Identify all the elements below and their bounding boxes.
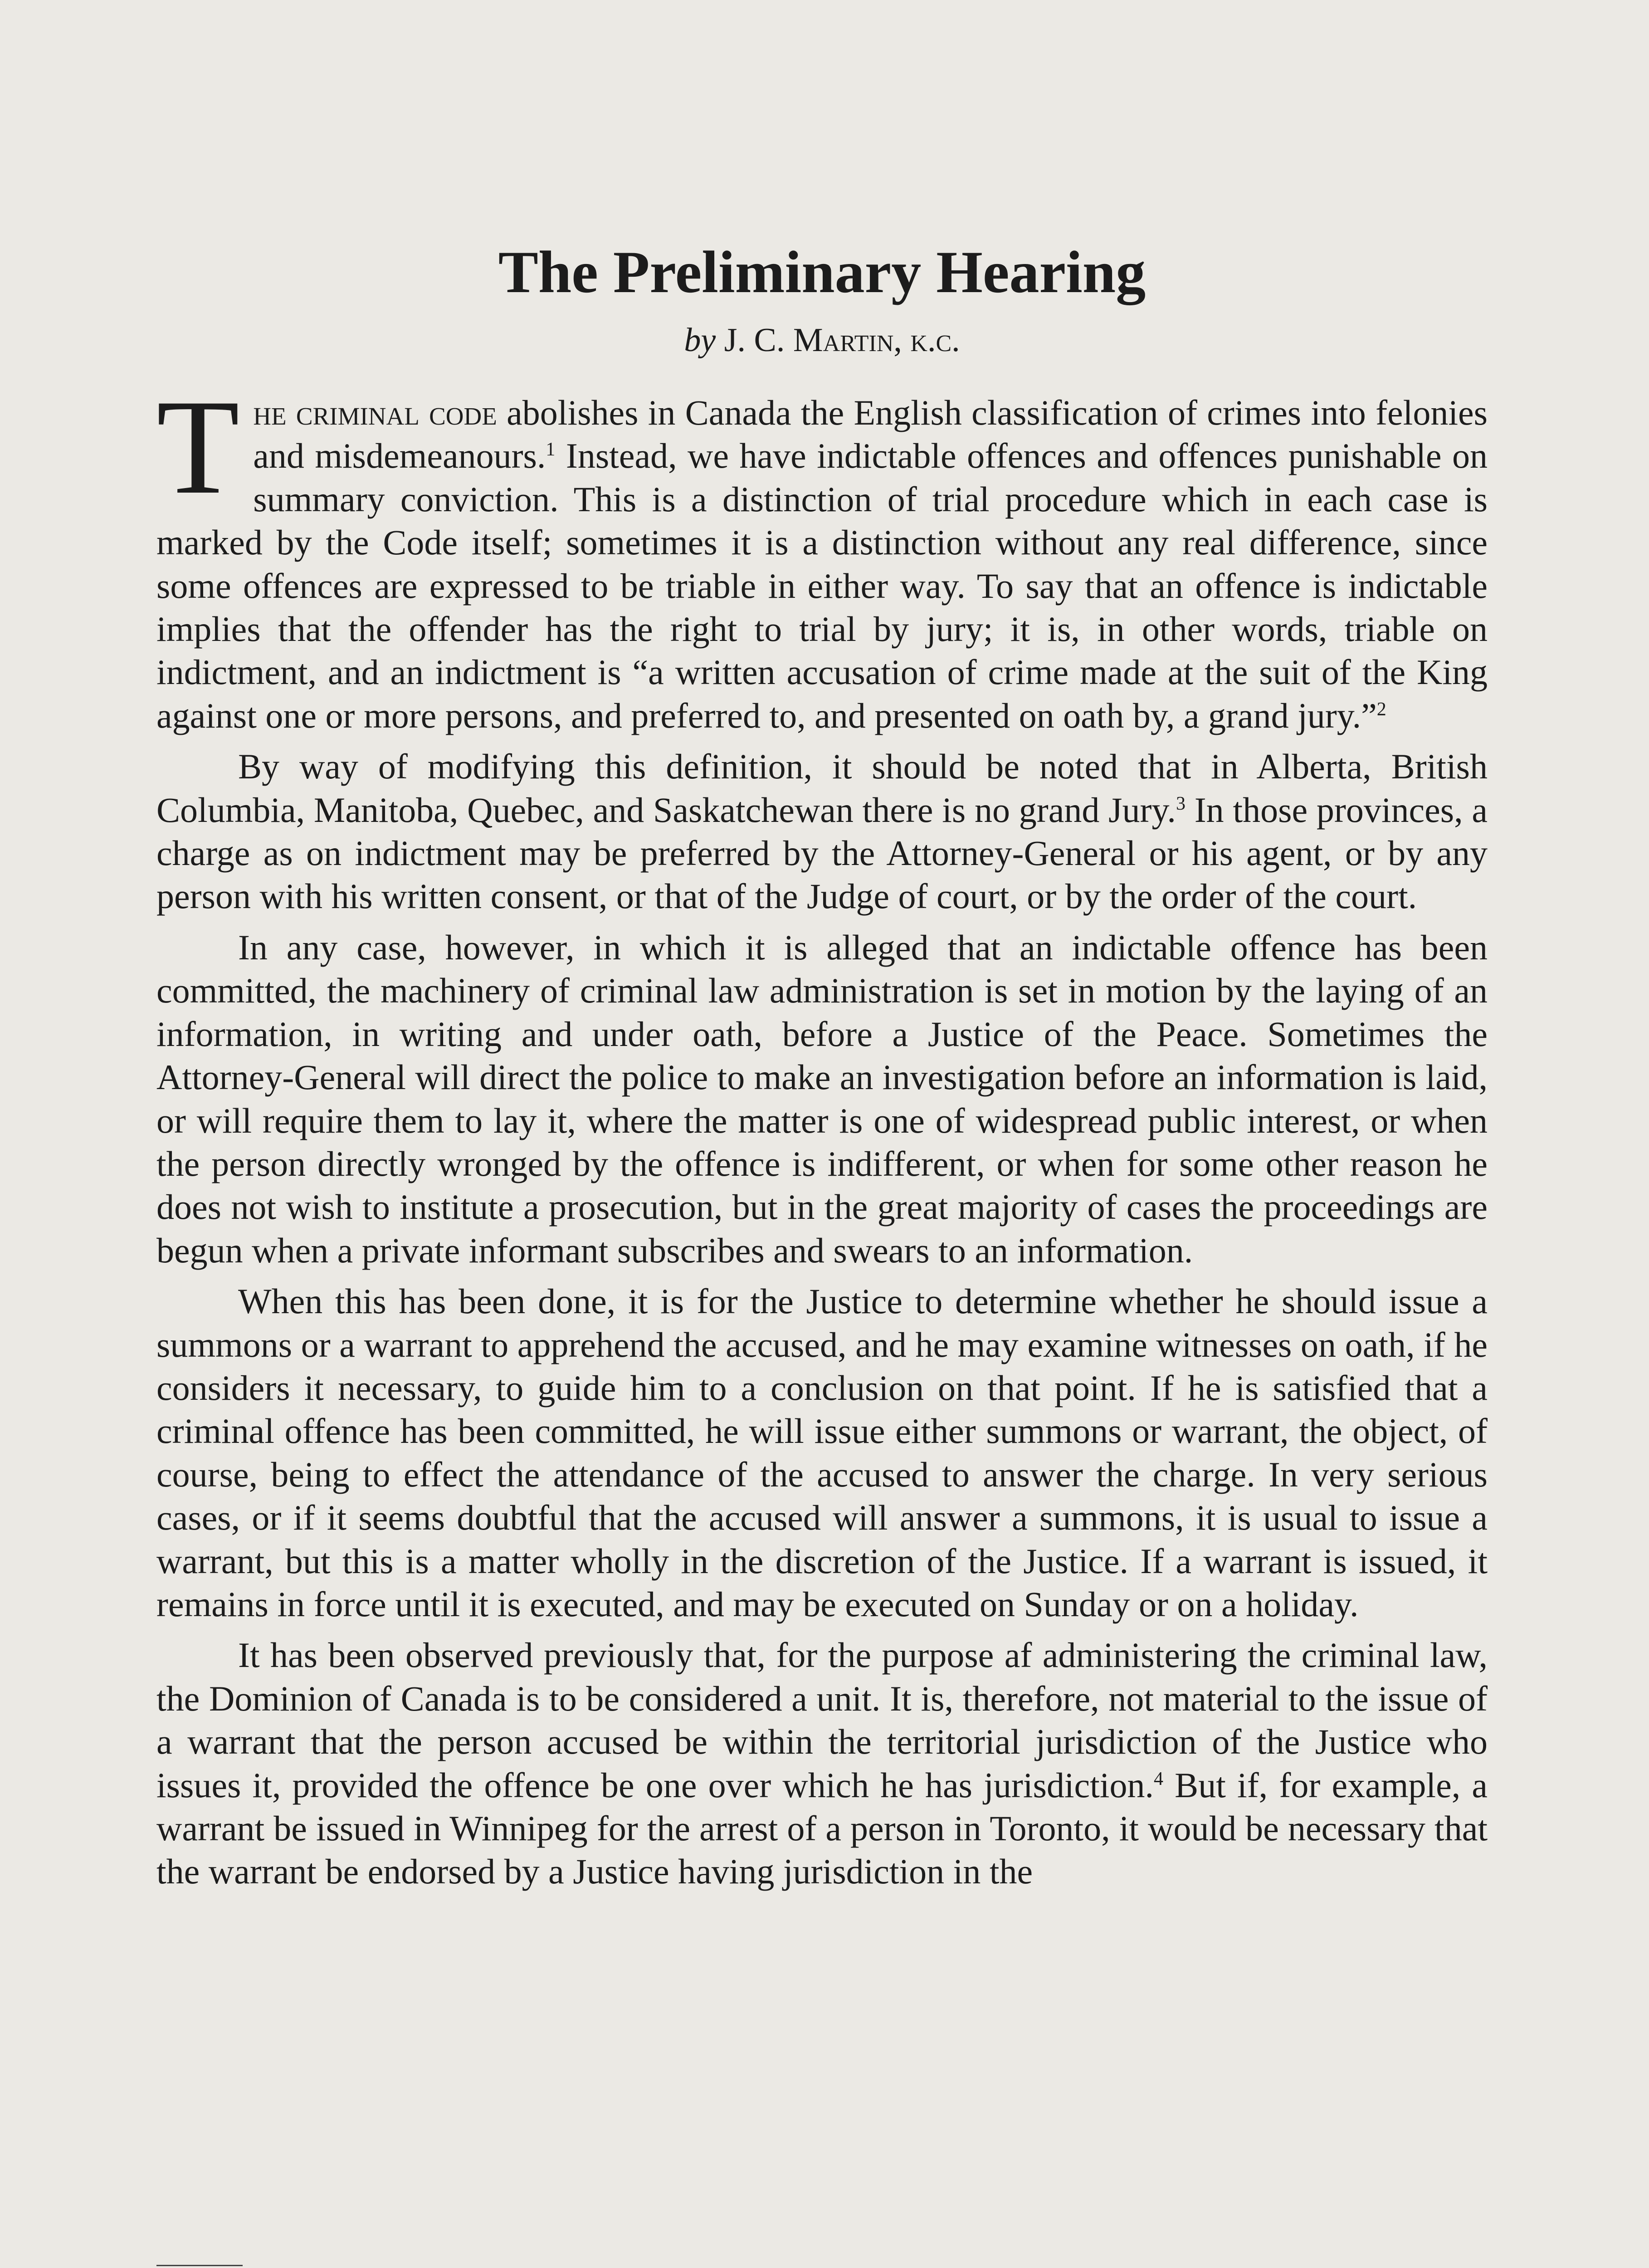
paragraph-2-text-a: By way of modifying this definition, it should be noted that in Alberta, British Columbia, Manitoba, Quebec, and Saskatchewan there is no grand Jury.	[156, 747, 1488, 830]
paragraph-5-text-b: But if, for example, a warrant be issued in Winnipeg for the arrest of a person in Toronto, it would be necessary that the warrant be endorsed by a Justice having jurisdiction in the	[156, 1765, 1488, 1892]
paragraph-3: In any case, however, in which it is alleged that an indictable offence has been committed, the machinery of criminal law administration is set in motion by the laying of an information, in writing and under oath, before a Justice of the Peace. Sometimes the Attorney-General will direct the police to make an investigation before an information is laid, or will require them to lay it, where the matter is one of widespread public interest, or when the person directly wronged by the offence is indifferent, or when for some other reason he does not wish to institute a prosecution, but in the great majority of cases the proceedings are begun when a private informant subscribes and swears to an information.	[156, 927, 1488, 1270]
byline-author: J. C. Martin, k.c.	[724, 322, 960, 359]
footnote-ref-3[interactable]: 3	[1176, 793, 1186, 814]
paragraph-4: When this has been done, it is for the Justice to determine whether he should issue a summons or a warrant to apprehend the accused, and he may examine witnesses on oath, if he considers it necessary, to guide him to a conclusion on that point. If he is satisfied that a criminal offence has been committed, he will issue either summons or warrant, the object, of course, being to effect the attendance of the accused to answer the charge. In very serious cases, or if it seems doubtful that the accused will answer a summons, it is usual to issue a warrant, but this is a matter wholly in the discretion of the Justice. If a warrant is issued, it remains in force until it is executed, and may be executed on Sunday or on a holiday.	[156, 1281, 1488, 1624]
paragraph-1-text: abolishes in Canada the English classification of crimes into felonies and misdemeanours.	[253, 393, 1488, 476]
paragraph-1-rest: Instead, we have indictable offences and offences punishable on summary conviction. This is a distinction of trial procedure which in each case is marked by the Code itself; sometimes it is a distinction without any real difference, since some offences are expressed to be triable in either way. To say that an offence is indictable implies that the offender has the right to trial by jury; it is, in other words, triable on indictment, and an indictment is “a written accusation of crime made at the suit of the King against one or more persons, and preferred to, and presented on oath by, a grand jury.”	[156, 436, 1488, 735]
byline	[156, 318, 1488, 363]
article-title: The Preliminary Hearing	[498, 239, 1146, 305]
footnote-ref-2[interactable]: 2	[1376, 699, 1386, 720]
lead-small-caps: he criminal code	[253, 393, 497, 432]
footnote-divider	[156, 2265, 243, 2266]
byline-prefix: by	[684, 322, 716, 359]
paragraph-1	[156, 371, 1488, 737]
article-body	[156, 371, 1488, 1901]
paragraph-2-text-b: In those provinces, a charge as on indictment may be preferred by the Attorney-General or his agent, or by any person with his written consent, or that of the Judge of court, or by the order of the court.	[156, 790, 1488, 916]
footnote-ref-1[interactable]: 1	[546, 439, 556, 460]
paragraph-2	[156, 745, 1488, 918]
paragraph-5-text-a: It has been observed previously that, for the purpose af administering the criminal law, the Dominion of Canada is to be considered a unit. It is, therefore, not material to the issue of a warrant that the person accused be within the territorial jurisdiction of the Justice who issues it, provided the offence be one over which he has jurisdiction.	[156, 1635, 1488, 1805]
footnote-ref-4[interactable]: 4	[1153, 1768, 1163, 1789]
paragraph-5	[156, 1633, 1488, 1893]
drop-cap: T	[156, 371, 240, 522]
